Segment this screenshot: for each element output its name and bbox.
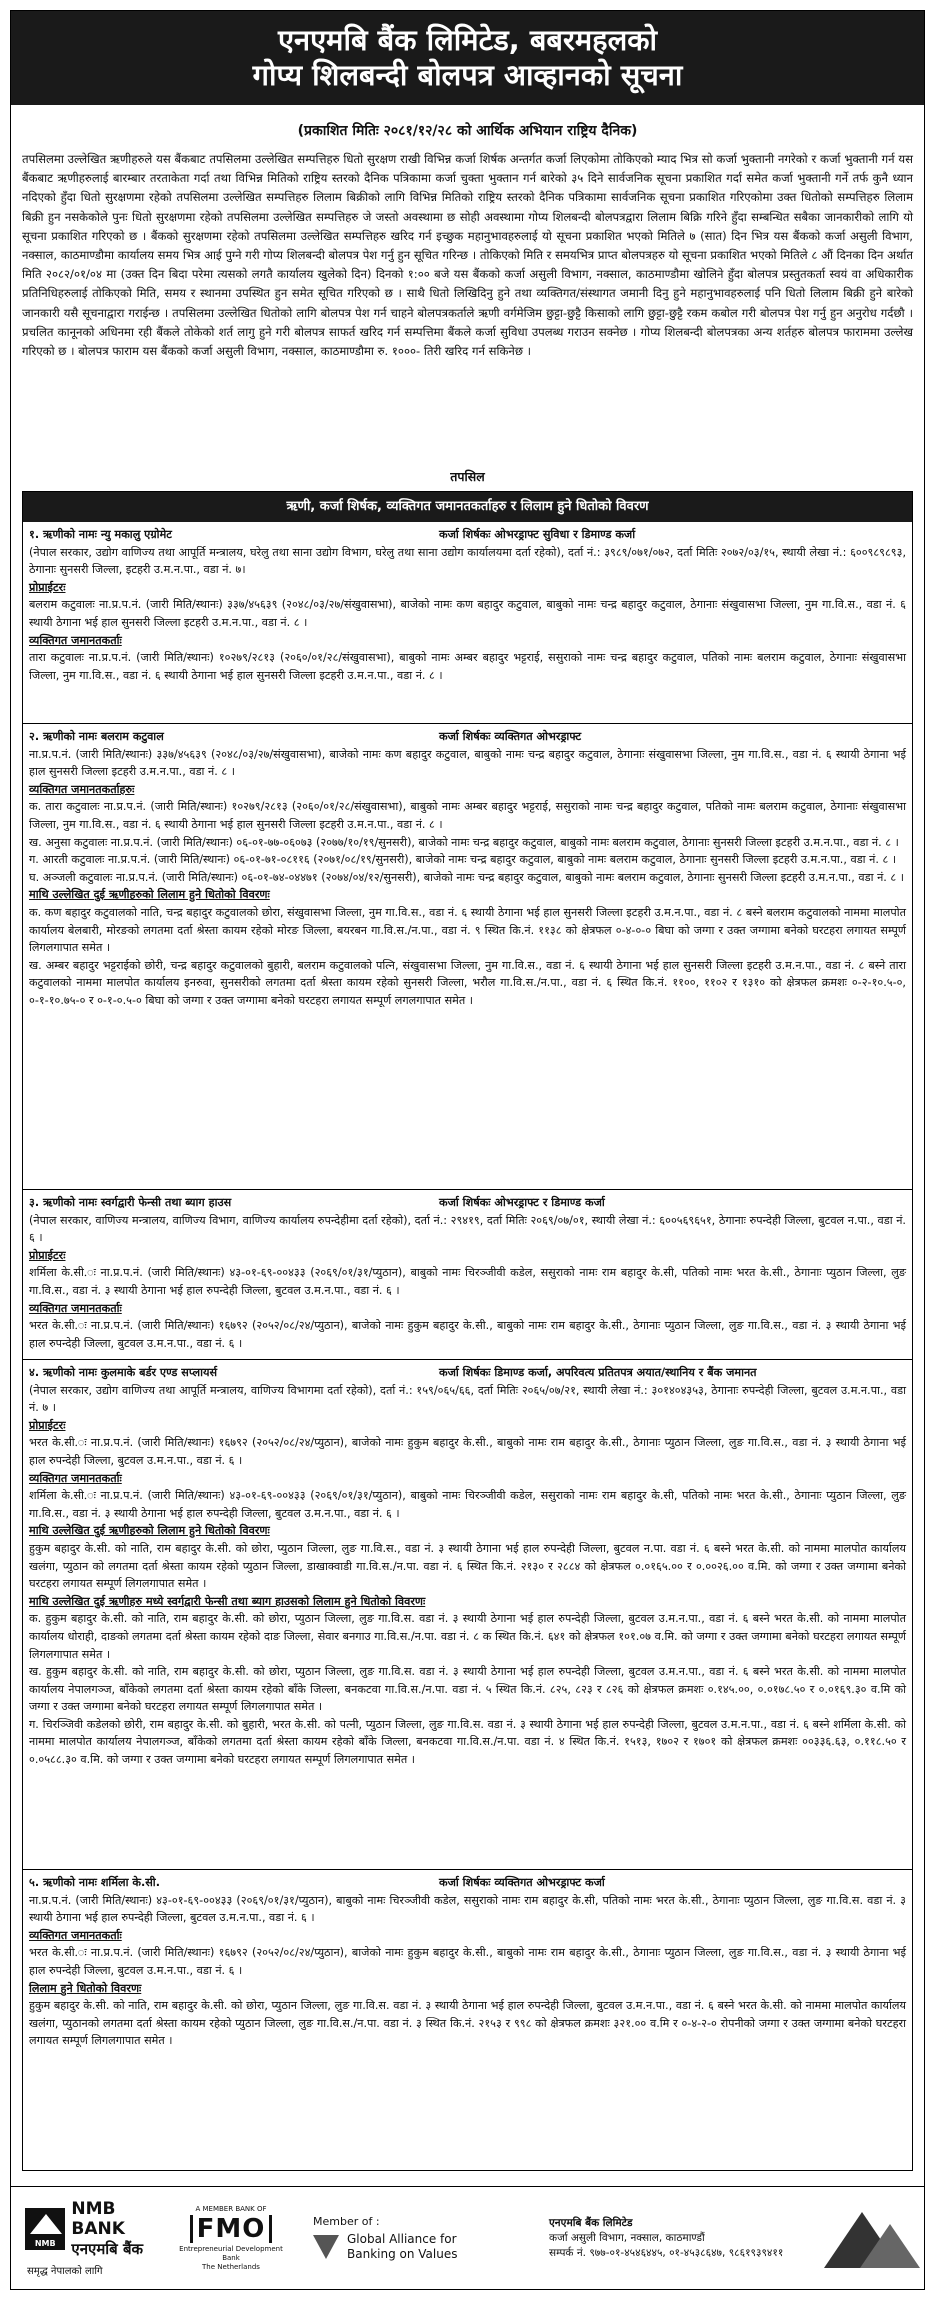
section-label: माथि उल्लेखित दुई ऋणीहरुको लिलाम हुने धितोको विवरणः <box>29 1524 270 1538</box>
loan-heading: कर्जा शिर्षकः डिमाण्ड कर्जा, अपरिवत्य प्रतितपत्र अयात/स्थानिय र बैंक जमानत <box>439 1366 757 1379</box>
detail-text: (नेपाल सरकार, उद्योग वाणिज्य तथा आपूर्ति मन्त्रालय, वाणिज्य विभागमा दर्ता रहेको), दर्ता नं.: १५९/०६५/६६, दर्ता मितिः २०६५/०७/२१, स्थायी लेखा नं.: ३०१४०४३५३, ठेगानाः रुपन्देही जिल्ला, बुटवल उ.म.न.पा., वडा नं. ७ । <box>29 1383 906 1415</box>
detail-text: शर्मिला के.सी.ः ना.प्र.प.नं. (जारी मिति/स्थानः) ४३-०१-६९-००४३३ (२०६९/०१/३१/प्युठान), बाबुको नामः चिरञ्जीवी कडेल, ससुराको नामः राम बहादुर के.सी, पतिको नामः भरत के.सी., ठेगानाः प्युठान जिल्ला, लुङ गा.वि.स., वडा नं. ३ स्थायी ठेगाना भई हाल रुपन्देही जिल्ला, बुटवल उ.म.न.पा., वडा नं. ६ । <box>29 1489 906 1520</box>
section-label: व्यक्तिगत जमानतकर्ताहरुः <box>29 782 135 796</box>
section-label: प्रोप्राईटरः <box>29 1418 66 1432</box>
section-label: व्यक्तिगत जमानतकर्ताः <box>29 1471 122 1485</box>
detail-text: भरत के.सी.ः ना.प्र.प.नं. (जारी मिति/स्थानः) १६७९२ (२०५२/०८/२४/प्युठान), बाजेको नामः हुकुम बहादुर के.सी., बाबुको नामः राम बहादुर के.सी., ठेगानाः प्युठान जिल्ला, लुङ गा.वि.स., वडा नं. ३ स्थायी ठेगाना भई हाल रुपन्देही जिल्ला, बुटवल उ.म.न.पा., वडा नं. ६ । <box>29 1946 906 1977</box>
borrower-name: ३. ऋणीको नामः स्वर्गद्वारी फेन्सी तथा ब्याग हाउस <box>29 1196 232 1209</box>
section-label: व्यक्तिगत जमानतकर्ताः <box>29 1928 122 1942</box>
borrower-name: १. ऋणीको नामः न्यु मकालु एग्रोमेट <box>29 528 172 541</box>
borrower-block <box>23 1190 912 1360</box>
detail-text: ग. आरती कटुवालः ना.प्र.प.नं. (जारी मिति/स्थानः) ०६-०१-७१-०८११६ (२०७१/०८/१९/सुनसरी), बाजेको नामः चन्द्र बहादुर कटुवाल, बाबुको नामः बलराम कटुवाल, ठेगानाः सुनसरी जिल्ला इटहरी उ.म.न.पा., वडा नं. ८ । <box>29 853 897 867</box>
detail-text: भरत के.सी.ः ना.प्र.प.नं. (जारी मिति/स्थानः) १६७९२ (२०५२/०८/२४/प्युठान), बाजेको नामः हुकुम बहादुर के.सी., बाबुको नामः राम बहादुर के.सी., ठेगानाः प्युठान जिल्ला, लुङ गा.वि.स., वडा नं. ३ स्थायी ठेगाना भई हाल रुपन्देही जिल्ला, बुटवल उ.म.न.पा., वडा नं. ६ । <box>29 1436 906 1467</box>
contact-phone: सम्पर्क नं. ९७७-०१-४५४६४४५, ०१-४५३८६४७, ९८६१९३९४११ <box>549 2246 784 2259</box>
fmo-member-text: A MEMBER BANK OF <box>195 2204 267 2213</box>
nmb-tagline: समृद्ध नेपालको लागि <box>27 2266 103 2277</box>
detail-text: ना.प्र.प.नं. (जारी मिति/स्थानः) ३३७/४५६३९ (२०४८/०३/२७/संखुवासभा), बाजेको नामः कण बहादुर कटुवाल, बाबुको नामः चन्द्र बहादुर कटुवाल, ठेगानाः संखुवासभा जिल्ला, नुम गा.वि.स., वडा नं. ६ स्थायी ठेगाना भई हाल सुनसरी जिल्ला इटहरी उ.म.न.पा., वडा नं. ८ । <box>29 747 906 779</box>
gabv-name-line1: Global Alliance for <box>347 2231 457 2246</box>
section-label: व्यक्तिगत जमानतकर्ताः <box>29 1301 122 1315</box>
gabv-logo-icon <box>313 2233 341 2261</box>
borrower-block <box>23 522 912 724</box>
borrower-block <box>23 1360 912 1870</box>
borrower-name: ५. ऋणीको नामः शर्मिला के.सी. <box>29 1876 160 1889</box>
contact-department: कर्जा असुली विभाग, नक्साल, काठमाण्डौं <box>549 2231 705 2244</box>
detail-text: (नेपाल सरकार, वाणिज्य मन्त्रालय, वाणिज्य विभाग, वाणिज्य कार्यालय रुपन्देहीमा दर्ता रहेको), दर्ता नं.: २९४१९, दर्ता मितिः २०६९/०७/०१, स्थायी लेखा नं.: ६००५६९६५१, ठेगानाः रुपन्देही जिल्ला, बुटवल न.पा., वडा नं. ६ । <box>29 1213 906 1245</box>
loan-heading: कर्जा शिर्षकः व्यक्तिगत ओभरड्राफ्ट कर्जा <box>439 1876 605 1889</box>
borrower-name: २. ऋणीको नामः बलराम कटुवाल <box>29 730 164 743</box>
fmo-brand <box>171 2205 291 2272</box>
section-label: लिलाम हुने धितोको विवरणः <box>29 1981 142 1995</box>
gabv-brand <box>291 2215 541 2262</box>
contact-bank-name: एनएमबि बैंक लिमिटेड <box>549 2216 633 2229</box>
detail-text: बलराम कटुवालः ना.प्र.प.नं. (जारी मिति/स्थानः) ३३७/४५६३९ (२०४८/०३/२७/संखुवासभा), बाजेको नामः कण बहादुर कटुवाल, बाबुको नामः चन्द्र बहादुर कटुवाल, ठेगानाः संखुवासभा जिल्ला, नुम गा.वि.स., वडा नं. ६ स्थायी ठेगाना भई हाल सुनसरी जिल्ला इटहरी उ.म.न.पा., वडा नं. ८ । <box>29 598 906 629</box>
notice-page <box>10 10 925 2290</box>
schedule-label: तपसिल <box>450 469 485 484</box>
detail-text: क. हुकुम बहादुर के.सी. को नाति, राम बहादुर के.सी. को छोरा, प्युठान जिल्ला, लुङ गा.वि.स. वडा नं. ३ स्थायी ठेगाना भई हाल रुपन्देही जिल्ला, बुटवल उ.म.न.पा., वडा नं. ६ बस्ने भरत के.सी. को नाममा मालपोत कार्यालय धोराही, दाङको लगतमा दर्ता श्रेस्ता कायम रहेको दाङ जिल्ला, सेवार बनगाउ गा.वि.स./न.पा. वडा नं. ८ क स्थित कि.नं. ६४१ को क्षेत्रफल १०१.०७ व.मि. को जग्गा र उक्त जग्गामा बनेको घरटहरा लगायत सम्पूर्ण लिगलगापात समेत । <box>29 1612 906 1661</box>
detail-text: (नेपाल सरकार, उद्योग वाणिज्य तथा आपूर्ति मन्त्रालय, घरेलु तथा साना उद्योग विभाग, घरेलु तथा साना उद्योग कार्यालयमा दर्ता रहेको), दर्ता नं.: ३९८९/०७१/०७२, दर्ता मितिः २०७२/०३/१५, स्थायी लेखा नं.: ६००९८९८९३, ठेगानाः सुनसरी जिल्ला, इटहरी उ.म.न.पा., वडा नं. ७। <box>29 545 906 577</box>
section-label: माथि उल्लेखित दुई ऋणीहरु मध्ये स्वर्गद्वारी फेन्सी तथा ब्याग हाउसको लिलाम हुने धितोको विवरणः <box>29 1594 426 1608</box>
loan-heading: कर्जा शिर्षकः ओभरड्राफ्ट सुविधा र डिमाण्ड कर्जा <box>439 528 636 541</box>
nmb-name-en: NMB BANK <box>71 2199 125 2239</box>
gabv-name-line2: Banking on Values <box>347 2246 458 2261</box>
detail-text: ख. हुकुम बहादुर के.सी. को नाति, राम बहादुर के.सी. को छोरा, प्युठान जिल्ला, लुङ गा.वि.स. वडा नं. ३ स्थायी ठेगाना भई हाल रुपन्देही जिल्ला, बुटवल उ.म.न.पा., वडा नं. ६ बस्ने भरत के.सी. को नाममा मालपोत कार्यालय नेपालगञ्ज, बाँकेको लगतमा दर्ता श्रेस्ता कायम रहेको बाँके जिल्ला, बनकटवा गा.वि.स./न.पा. वडा नं. ५ स्थित कि.नं. ८२५, ८२३ र ८२६ को क्षेत्रफल क्रमशः ०.१४५.००, ०.०१७८.५० र ०.०१६९.३० व.मि को जग्गा र उक्त जग्गामा बनेको घरटहरा लगायत सम्पूर्ण लिगलगापात समेत । <box>29 1665 906 1714</box>
notice-header <box>11 11 924 105</box>
publication-note: (प्रकाशित मितिः २०८१/१२/२८ को आर्थिक अभियान राष्ट्रिय दैनिक) <box>297 123 638 139</box>
notice-title-line1: एनएमबि बैंक लिमिटेड, बबरमहलको <box>277 23 658 57</box>
nmb-logo-icon: NMB <box>25 2208 65 2250</box>
detail-text: भरत के.सी.ः ना.प्र.प.नं. (जारी मिति/स्थानः) १६७९२ (२०५२/०८/२४/प्युठान), बाजेको नामः हुकुम बहादुर के.सी., बाबुको नामः राम बहादुर के.सी., ठेगानाः प्युठान जिल्ला, लुङ गा.वि.स., वडा नं. ३ स्थायी ठेगाना भई हाल रुपन्देही जिल्ला, बुटवल उ.म.न.पा., वडा नं. ६ । <box>29 1319 906 1350</box>
detail-text: तारा कटुवालः ना.प्र.प.नं. (जारी मिति/स्थानः) १०२७९/२८१३ (२०६०/०१/२८/संखुवासभा), बाबुको नामः अम्बर बहादुर भट्टराई, ससुराको नामः चन्द्र बहादुर कटुवाल, पतिको नामः बलराम कटुवाल, ठेगानाः संखुवासभा जिल्ला, नुम गा.वि.स., वडा नं. ६ स्थायी ठेगाना भई हाल सुनसरी जिल्ला इटहरी उ.म.न.पा., वडा नं. ८ । <box>29 651 906 682</box>
detail-text: क. तारा कटुवालः ना.प्र.प.नं. (जारी मिति/स्थानः) १०२७९/२८१३ (२०६०/०१/२८/संखुवासभा), बाबुको नामः अम्बर बहादुर भट्टराई, ससुराको नामः चन्द्र बहादुर कटुवाल, पतिको नामः बलराम कटुवाल, ठेगानाः संखुवासभा जिल्ला, नुम गा.वि.स., वडा नं. ६ स्थायी ठेगाना भई हाल सुनसरी जिल्ला इटहरी उ.म.न.पा., वडा नं. ८ । <box>29 800 906 831</box>
member-of-label: Member of : <box>313 2214 380 2228</box>
borrower-block <box>23 724 912 1190</box>
notice-title-line2: गोप्य शिलबन्दी बोलपत्र आव्हानको सूचना <box>252 58 683 92</box>
section-label: प्रोप्राईटरः <box>29 1248 66 1262</box>
detail-text: घ. अञ्जली कटुवालः ना.प्र.प.नं. (जारी मिति/स्थानः) ०६-०१-७४-०४४७१ (२०७४/०४/१२/सुनसरी), बाजेको नामः चन्द्र बहादुर कटुवाल, बाबुको नामः बलराम कटुवाल, ठेगानाः सुनसरी जिल्ला इटहरी उ.म.न.पा., वडा नं. ८ । <box>29 870 905 884</box>
detail-text: हुकुम बहादुर के.सी. को नाति, राम बहादुर के.सी. को छोरा, प्युठान जिल्ला, लुङ गा.वि.स. वडा नं. ३ स्थायी ठेगाना भई हाल रुपन्देही जिल्ला, बुटवल उ.म.न.पा., वडा नं. ६ बस्ने भरत के.सी. को नाममा मालपोत कार्यालय खलंगा, प्युठानको लगतमा दर्ता श्रेस्ता कायम रहेको प्युठान जिल्ला, लुङ गा.वि.स./न.पा. वडा नं. ३ स्थित कि.नं. २१५३ र ९९८ को क्षेत्रफल क्रमशः ३२१.०० व.मि र ०-४-२-० रोपनीको जग्गा र उक्त जग्गामा बनेको घरटहरा लगायत सम्पूर्ण लिगलगापात समेत । <box>29 1999 906 2048</box>
loan-heading: कर्जा शिर्षकः ओभरड्राफ्ट र डिमाण्ड कर्जा <box>439 1196 605 1209</box>
mountain-logo-icon <box>814 2198 924 2278</box>
schedule-blocks <box>23 522 912 2170</box>
detail-text: क. कण बहादुर कटुवालको नाति, चन्द्र बहादुर कटुवालको छोरा, संखुवासभा जिल्ला, नुम गा.वि.स., वडा नं. ६ स्थायी ठेगाना भई हाल सुनसरी जिल्ला इटहरी उ.म.न.पा., वडा नं. ८ बस्ने बलराम कटुवालको नाममा मालपोत कार्यालय बेलबारी, मोरङको लगतमा दर्ता श्रेस्ता कायम रहेको मोरङ जिल्ला, बयरबन गा.वि.स./न.पा., वडा नं. ९ स्थित कि.नं. ११३८ को क्षेत्रफल ०-४-०-० बिघा को जग्गा र उक्त जग्गामा बनेको घरटहरा लगायत सम्पूर्ण लिगलगापात समेत । <box>29 905 906 955</box>
detail-text: ख. अनुसा कटुवालः ना.प्र.प.नं. (जारी मिति/स्थानः) ०६-०१-७७-०६०७३ (२०७७/१०/१९/सुनसरी), बाजेको नामः चन्द्र बहादुर कटुवाल, बाबुको नामः बलराम कटुवाल, ठेगानाः सुनसरी जिल्ला इटहरी उ.म.न.पा., वडा नं. ८ । <box>29 835 899 849</box>
footer <box>11 2186 924 2289</box>
intro-paragraph: तपसिलमा उल्लेखित ऋणीहरुले यस बैंकबाट तपसिलमा उल्लेखित सम्पत्तिहरु धितो सुरक्षण राखी विभिन्न कर्जा शिर्षक अन्तर्गत कर्जा लिएकोमा तोकिएको म्याद भित्र सो कर्जा भुक्तानी नगरेको र कर्जा भुक्तानी गर्न यस बैंकबाट ऋणीहरुलाई बारम्बार तरताकेता गर्दा तथा विभिन्न मितिको राष्ट्रिय स्तरको दैनिक पत्रिकामा कर्जा चुक्ता भुक्तान गर्न बारेको ३५ दिने सार्वजनिक सूचना प्रकाशित गर्दा समेत कर्जा भुक्तानी गर्ने तर्फ कुनै ध्यान नदिएको हुँदा धितो सुरक्षणमा रहेको तपसिलमा उल्लेखित सम्पत्तिहरु लिलाम बिक्रीको लागि विभिन्न मितिको राष्ट्रिय स्तरको दैनिक पत्रिकामा सार्वजनिक सूचना प्रकाशित गरिएकोमा उक्त धितोको सम्पत्तिहरु लिलाम बिक्री हुन नसकेकोले पुनः धितो सुरक्षणमा रहेको तपसिलमा उल्लेखित सम्पत्तिहरु जे जस्तो अवस्थामा छ सोही अवस्थामा गोप्य शिलबन्दी बोलपत्रद्वारा लिलाम बिक्रि गरिने हुँदा सम्बन्धित सबैका जानकारीको लागि यो सूचना प्रकाशित गरिएको छ । बैंकको सुरक्षणमा रहेको तपसिलमा उल्लेखित सम्पत्तिहरु खरिद गर्न इच्छुक महानुभावहरुलाई यो सूचना प्रकाशित भएको मितिले ७ (सात) दिन भित्र यस बैंकको कर्जा असुली विभाग, नक्साल, काठमाण्डौमा कार्यालय समय भित्र आई पुग्ने गरी गोप्य शिलबन्दी बोलपत्र पेश गर्नु हुन सूचित गरिन्छ । तोकिएको मिति र समयभित्र प्राप्त बोलपत्रहरु यो सूचना प्रकाशित भएको मितिले ८ औं दिनका दिन अर्थात मिति २०८२/०१/०४ मा (उक्त दिन बिदा परेमा त्यसको लगतै कार्यालय खुलेको दिन) दिनको १:०० बजे यस बैंकको कर्जा असुली विभाग, नक्साल, काठमाण्डौमा खोलिने हुँदा बोलपत्र प्रस्तुतकर्ता स्वयं वा अधिकारीक प्रतिनिधिहरुलाई तोकिएको मिति, समय र स्थानमा उपस्थित हुन समेत सूचित गरिएको छ । साथै धितो लिखिदिनु हुने तथा व्यक्तिगत/संस्थागत जमानी दिनु हुने महानुभावहरुलाई पनि धितो लिलाम बिक्री हुने बारेको जानकारी यसै सूचनाद्वारा गराईन्छ । तपसिलमा उल्लेखित धितोको लागि बोलपत्र पेश गर्न चाहने बोलपत्रकर्ताले ऋणी वर्गमेजिम छुट्टा-छुट्टै किसाको लागि छुट्टा-छुट्टै रकम कबोल गरी बोलपत्र पेश गर्नु हुन अनुरोध गर्दछौ । प्रचलित कानूनको अधिनमा रही बैंकले तोकेको शर्त लागु हुने गरी बोलपत्र साफर्त खरिद गर्न सम्पत्तिमा बैंकले कर्जा सुविधा उपलब्ध गराउन सक्नेछ । गोप्य शिलबन्दी बोलपत्रका अन्य शर्तहरु बोलपत्र फाराममा उल्लेख गरिएको छ । बोलपत्र फाराम यस बैंकको कर्जा असुली विभाग, नक्साल, काठमाण्डौमा रु. १०००- तिरी खरिद गर्न सकिनेछ । <box>22 152 913 359</box>
section-label: माथि उल्लेखित दुई ऋणीहरुको लिलाम हुने धितोको विवरणः <box>29 888 270 902</box>
fmo-subtitle2: The Netherlands <box>202 2262 260 2271</box>
fmo-logo: FMO <box>190 2215 273 2243</box>
detail-text: शर्मिला के.सी.ः ना.प्र.प.नं. (जारी मिति/स्थानः) ४३-०१-६९-००४३३ (२०६९/०१/३१/प्युठान), बाबुको नामः चिरञ्जीवी कडेल, ससुराको नामः राम बहादुर के.सी, पतिको नामः भरत के.सी., ठेगानाः प्युठान जिल्ला, लुङ गा.वि.स., वडा नं. ३ स्थायी ठेगाना भई हाल रुपन्देही जिल्ला, बुटवल उ.म.न.पा., वडा नं. ६ । <box>29 1266 906 1297</box>
detail-text: ख. अम्बर बहादुर भट्टराईको छोरी, चन्द्र बहादुर कटुवालको बुहारी, बलराम कटुवालको पत्नि, संखुवासभा जिल्ला, नुम गा.वि.स., वडा नं. ६ स्थायी ठेगाना भई हाल सुनसरी जिल्ला इटहरी उ.म.न.पा., वडा नं. ८ बस्ने तारा कटुवालको नाममा मालपोत कार्यालय इनरुवा, सुनसरीको लगतमा दर्ता श्रेस्ता कायम रहेको सुनसरी जिल्ला, भरौल गा.वि.स./न.पा., वडा नं. ६ स्थित कि.नं. ११००, ११०२ र १३१० को क्षेत्रफल क्रमशः ०-२-१०.५-०, ०-१-१०.७५-० र ०-१-०.५-० बिघा को जग्गा र उक्त जग्गामा बनेको घरटहरा लगायत सम्पूर्ण लगलगापात समेत । <box>29 958 906 1007</box>
section-label: व्यक्तिगत जमानतकर्ताः <box>29 633 122 647</box>
detail-text: ग. चिरञ्जिवी कडेलको छोरी, राम बहादुर के.सी. को बुहारी, भरत के.सी. को पत्नी, प्युठान जिल्ला, लुङ गा.वि.स. वडा नं. ३ स्थायी ठेगाना भई हाल रुपन्देही जिल्ला, बुटवल उ.म.न.पा., वडा नं. ६ बस्ने शर्मिला के.सी. को नाममा मालपोत कार्यालय नेपालगञ्ज, बाँकेको लगतमा दर्ता श्रेस्ता कायम रहेको बाँके जिल्ला, बनकटवा गा.वि.स./न.पा. वडा नं. ४ स्थित कि.नं. १५१३, १७०२ र १७०१ को क्षेत्रफल क्रमशः ००३३६.६३, ०.११८.५० र ०.०५८८.३० व.मि. को जग्गा र उक्त जग्गामा बनेको घरटहरा लगायत सम्पूर्ण लिगलगापात समेत । <box>29 1717 907 1767</box>
borrower-block <box>23 1870 912 2170</box>
nmb-brand <box>11 2199 171 2277</box>
borrower-name: ४. ऋणीको नामः कुलमाके बर्डर एण्ड सप्लायर्स <box>29 1366 218 1379</box>
detail-text: हुकुम बहादुर के.सी. को नाति, राम बहादुर के.सी. को छोरा, प्युठान जिल्ला, लुङ गा.वि.स., वडा नं. ३ स्थायी ठेगाना भई हाल रुपन्देही जिल्ला, बुटवल न.पा. वडा नं. ६ बस्ने भरत के.सी. को नाममा मालपोत कार्यालय खलंगा, प्युठान को लगतमा दर्ता श्रेस्ता कायम रहेको प्युठान जिल्ला, डाखाक्वाडी गा.वि.स./न.पा. वडा नं. ६ स्थित कि.नं. २१३० र २८८४ को क्षेत्रफल ०.०१६५.०० र ०.००२६.०० व.मि. को जग्गा र उक्त जग्गामा बनेको घरटहरा लगायत सम्पूर्ण लिगलगापात समेत । <box>29 1541 906 1591</box>
schedule-title: ऋणी, कर्जा शिर्षक, व्यक्तिगत जमानतकर्ताहरु र लिलाम हुने धितोको विवरण <box>23 492 912 522</box>
nmb-name-np: एनएमबि बैंक <box>71 2240 144 2258</box>
fmo-subtitle: Entrepreneurial Development Bank <box>179 2244 283 2262</box>
detail-text: ना.प्र.प.नं. (जारी मिति/स्थानः) ४३-०१-६९-००४३३ (२०६९/०१/३१/प्युठान), बाबुको नामः चिरञ्जीवी कडेल, ससुराको नामः राम बहादुर के.सी, पतिको नामः भरत के.सी., ठेगानाः प्युठान जिल्ला, लुङ गा.वि.स. वडा नं. ३ स्थायी ठेगाना भई हाल रुपन्देही जिल्ला, बुटवल उ.म.न.पा., वडा नं. ६ । <box>29 1893 906 1925</box>
section-label: प्रोप्राईटरः <box>29 580 66 594</box>
contact-info <box>541 2216 814 2261</box>
loan-heading: कर्जा शिर्षकः व्यक्तिगत ओभरड्राफ्ट <box>439 730 582 743</box>
schedule-table <box>22 491 913 2171</box>
